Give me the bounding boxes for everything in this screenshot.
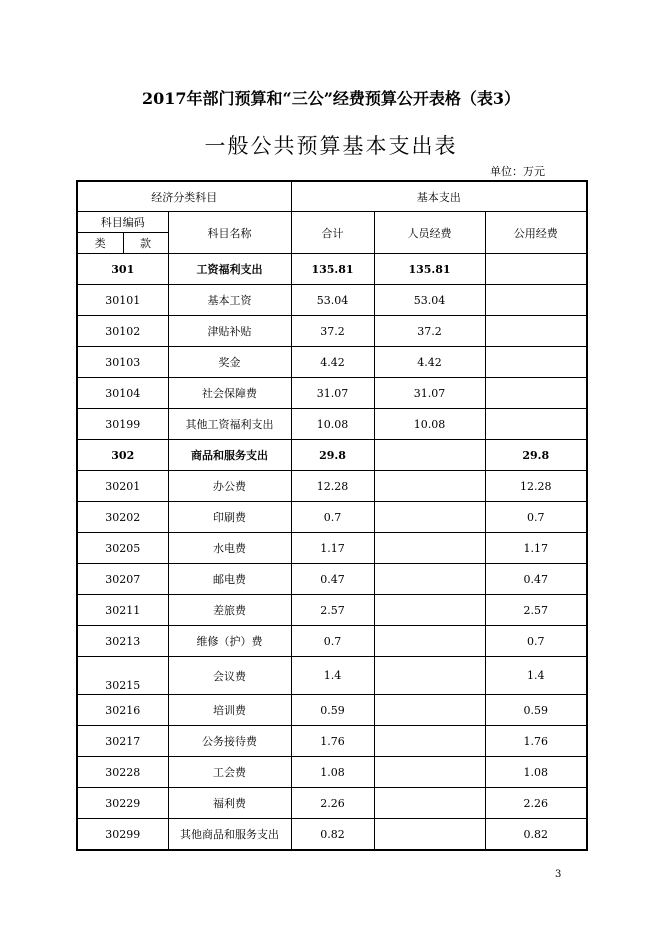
row-total: 0.7 (291, 626, 374, 657)
row-public (485, 254, 587, 285)
table-row (77, 788, 587, 819)
row-personnel (374, 757, 485, 788)
row-total: 0.82 (291, 819, 374, 851)
row-code: 30199 (77, 409, 168, 440)
row-public: 1.76 (485, 726, 587, 757)
row-public (485, 409, 587, 440)
table-row (77, 316, 587, 347)
row-name: 其他工资福利支出 (168, 409, 291, 440)
row-name: 工资福利支出 (168, 254, 291, 285)
row-public (485, 285, 587, 316)
row-public: 0.59 (485, 695, 587, 726)
table-row (77, 695, 587, 726)
header-subject-name: 科目名称 (168, 212, 291, 254)
row-personnel: 10.08 (374, 409, 485, 440)
row-name: 公务接待费 (168, 726, 291, 757)
table-title: 一般公共预算基本支出表 (204, 134, 458, 158)
row-code: 30299 (77, 819, 168, 851)
row-name: 津贴补贴 (168, 316, 291, 347)
page-title: 2017年部门预算和“三公”经费预算公开表格（表3） (141, 89, 521, 108)
row-personnel (374, 533, 485, 564)
row-total: 31.07 (291, 378, 374, 409)
table-row (77, 378, 587, 409)
row-public: 1.08 (485, 757, 587, 788)
budget-table (76, 180, 588, 851)
table-row (77, 502, 587, 533)
table-row (77, 471, 587, 502)
header-lei: 类 (77, 233, 123, 254)
row-public: 12.28 (485, 471, 587, 502)
row-public: 1.17 (485, 533, 587, 564)
row-public: 2.26 (485, 788, 587, 819)
table-row (77, 285, 587, 316)
row-total: 4.42 (291, 347, 374, 378)
row-name: 邮电费 (168, 564, 291, 595)
header-total: 合计 (291, 212, 374, 254)
row-name: 办公费 (168, 471, 291, 502)
row-code: 301 (77, 254, 168, 285)
row-total: 2.26 (291, 788, 374, 819)
header-kuan: 款 (123, 233, 168, 254)
row-personnel (374, 726, 485, 757)
row-name: 福利费 (168, 788, 291, 819)
header-subject-code: 科目编码 (77, 212, 168, 233)
header-row-2 (77, 212, 587, 233)
row-public: 2.57 (485, 595, 587, 626)
row-personnel: 135.81 (374, 254, 485, 285)
row-code: 302 (77, 440, 168, 471)
row-total: 135.81 (291, 254, 374, 285)
row-personnel (374, 695, 485, 726)
row-personnel (374, 626, 485, 657)
row-personnel: 37.2 (374, 316, 485, 347)
row-name: 会议费 (168, 657, 291, 695)
header-personnel: 人员经费 (374, 212, 485, 254)
table-row (77, 533, 587, 564)
header-row-1 (77, 181, 587, 212)
table-row (77, 595, 587, 626)
row-total: 12.28 (291, 471, 374, 502)
row-total: 2.57 (291, 595, 374, 626)
row-total: 1.76 (291, 726, 374, 757)
row-name: 印刷费 (168, 502, 291, 533)
row-name: 水电费 (168, 533, 291, 564)
row-total: 1.4 (291, 657, 374, 695)
table-row (77, 564, 587, 595)
row-personnel (374, 819, 485, 851)
row-code: 30211 (77, 595, 168, 626)
row-name: 其他商品和服务支出 (168, 819, 291, 851)
page-number: 3 (555, 869, 562, 880)
row-name: 工会费 (168, 757, 291, 788)
row-code: 30103 (77, 347, 168, 378)
row-code: 30202 (77, 502, 168, 533)
row-personnel: 31.07 (374, 378, 485, 409)
row-public: 0.7 (485, 502, 587, 533)
row-code: 30216 (77, 695, 168, 726)
row-public: 29.8 (485, 440, 587, 471)
row-personnel: 4.42 (374, 347, 485, 378)
header-public: 公用经费 (485, 212, 587, 254)
row-name: 商品和服务支出 (168, 440, 291, 471)
row-name: 基本工资 (168, 285, 291, 316)
table-row (77, 409, 587, 440)
row-public: 0.7 (485, 626, 587, 657)
row-total: 37.2 (291, 316, 374, 347)
row-name: 培训费 (168, 695, 291, 726)
row-total: 53.04 (291, 285, 374, 316)
unit-label: 单位：万元 (490, 165, 545, 178)
row-personnel (374, 564, 485, 595)
header-basic-expense: 基本支出 (291, 181, 587, 212)
row-name: 奖金 (168, 347, 291, 378)
row-code: 30217 (77, 726, 168, 757)
row-total: 0.47 (291, 564, 374, 595)
row-public (485, 316, 587, 347)
row-personnel (374, 471, 485, 502)
row-personnel: 53.04 (374, 285, 485, 316)
row-code: 30205 (77, 533, 168, 564)
table-row (77, 657, 587, 695)
row-public (485, 378, 587, 409)
row-code: 30201 (77, 471, 168, 502)
row-public: 0.47 (485, 564, 587, 595)
row-code: 30104 (77, 378, 168, 409)
row-public: 0.82 (485, 819, 587, 851)
row-name: 差旅费 (168, 595, 291, 626)
row-code: 30102 (77, 316, 168, 347)
row-public (485, 347, 587, 378)
header-econ-category: 经济分类科目 (77, 181, 291, 212)
row-total: 29.8 (291, 440, 374, 471)
row-code: 30229 (77, 788, 168, 819)
row-personnel (374, 440, 485, 471)
table-row (77, 819, 587, 851)
row-code: 30213 (77, 626, 168, 657)
row-total: 1.08 (291, 757, 374, 788)
row-total: 0.7 (291, 502, 374, 533)
row-code: 30207 (77, 564, 168, 595)
table-row (77, 347, 587, 378)
row-total: 1.17 (291, 533, 374, 564)
row-public: 1.4 (485, 657, 587, 695)
table-row (77, 254, 587, 285)
row-personnel (374, 788, 485, 819)
table-row (77, 626, 587, 657)
row-personnel (374, 502, 485, 533)
row-name: 维修（护）费 (168, 626, 291, 657)
row-code: 30215 (77, 657, 168, 695)
table-row (77, 757, 587, 788)
row-code: 30101 (77, 285, 168, 316)
table-row (77, 726, 587, 757)
table-row (77, 440, 587, 471)
row-total: 0.59 (291, 695, 374, 726)
row-total: 10.08 (291, 409, 374, 440)
row-personnel (374, 595, 485, 626)
row-personnel (374, 657, 485, 695)
row-name: 社会保障费 (168, 378, 291, 409)
row-code: 30228 (77, 757, 168, 788)
